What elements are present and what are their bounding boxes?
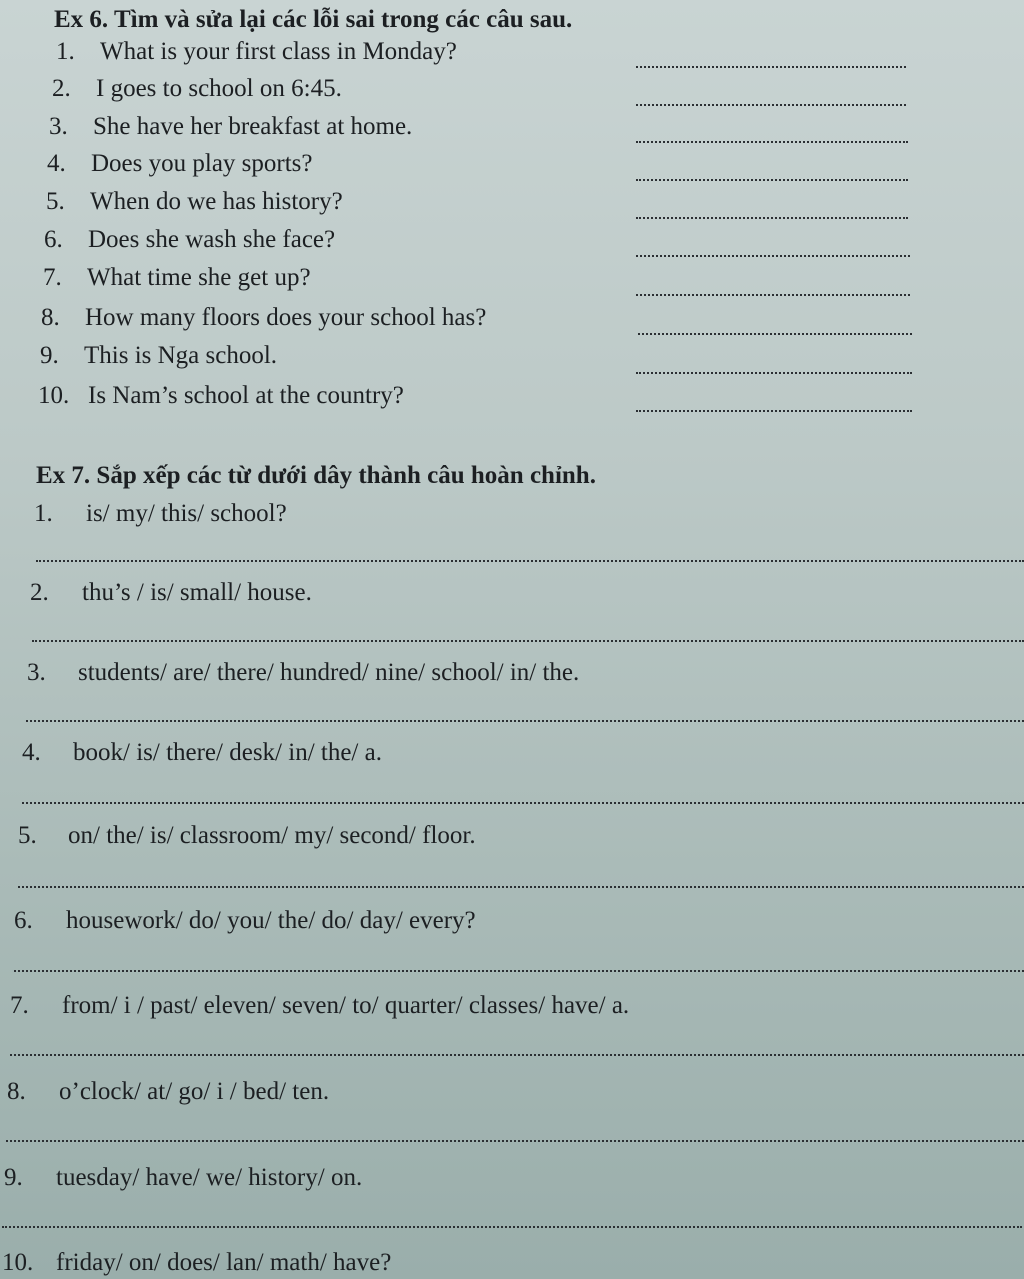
ex7-question [2, 1249, 391, 1277]
ex7-question [7, 1078, 329, 1106]
question-number: 5. [18, 822, 37, 849]
ex7-answer-line[interactable] [6, 1140, 1024, 1142]
question-number: 1. [56, 38, 75, 65]
question-text: students/ are/ there/ hundred/ nine/ school/ in/ the. [78, 659, 580, 686]
ex6-question [43, 264, 311, 292]
ex6-question [40, 342, 277, 370]
ex7-answer-line[interactable] [18, 886, 1024, 888]
question-text: What time she get up? [87, 264, 311, 291]
question-number: 1. [34, 500, 53, 527]
ex6-question [52, 75, 342, 103]
question-number: 4. [47, 150, 66, 177]
question-text: Does she wash she face? [88, 226, 336, 253]
question-number: 3. [27, 659, 46, 686]
ex7-answer-line[interactable] [10, 1054, 1024, 1056]
question-number: 6. [44, 226, 63, 253]
ex6-answer-blank[interactable] [636, 372, 912, 374]
ex6-question [47, 150, 313, 178]
question-text: thu’s / is/ small/ house. [82, 579, 312, 606]
question-number: 10. [38, 382, 70, 409]
ex7-answer-line[interactable] [2, 1226, 1022, 1228]
question-text: How many floors does your school has? [85, 304, 487, 331]
ex7-question [27, 659, 579, 687]
ex6-answer-blank[interactable] [636, 410, 912, 412]
question-text: book/ is/ there/ desk/ in/ the/ a. [73, 739, 382, 766]
question-number: 7. [43, 264, 62, 291]
question-text: housework/ do/ you/ the/ do/ day/ every? [66, 907, 476, 934]
ex7-question [22, 739, 382, 767]
ex7-question [4, 1164, 362, 1192]
question-number: 3. [49, 113, 68, 140]
question-text: tuesday/ have/ we/ history/ on. [56, 1164, 363, 1191]
ex7-question [10, 992, 629, 1020]
question-text: I goes to school on 6:45. [96, 75, 342, 102]
question-number: 6. [14, 907, 33, 934]
question-text: o’clock/ at/ go/ i / bed/ ten. [59, 1078, 330, 1105]
ex7-question [18, 822, 476, 850]
question-number: 5. [46, 188, 65, 215]
question-number: 8. [41, 304, 60, 331]
ex6-answer-blank[interactable] [636, 141, 908, 143]
question-text: Is Nam’s school at the country? [88, 382, 404, 409]
ex7-answer-line[interactable] [22, 802, 1024, 804]
ex7-answer-line[interactable] [26, 720, 1024, 722]
ex7-question [30, 579, 312, 607]
ex6-question [38, 382, 404, 410]
question-text: What is your first class in Monday? [100, 38, 457, 65]
question-text: from/ i / past/ eleven/ seven/ to/ quarter/ classes/ have/ a. [62, 992, 630, 1019]
ex7-question [14, 907, 476, 935]
question-text: Does you play sports? [91, 150, 313, 177]
ex7-question [34, 500, 287, 528]
ex6-answer-blank[interactable] [636, 179, 908, 181]
question-number: 8. [7, 1078, 26, 1105]
ex6-answer-blank[interactable] [636, 104, 906, 106]
ex6-question [46, 188, 343, 216]
ex6-title: Ex 6. Tìm và sửa lại các lỗi sai trong các câu sau. [54, 6, 573, 33]
question-number: 2. [52, 75, 71, 102]
ex7-answer-line[interactable] [36, 560, 1024, 562]
question-number: 7. [10, 992, 29, 1019]
question-text: is/ my/ this/ school? [86, 500, 287, 527]
ex6-question [41, 304, 486, 332]
question-text: This is Nga school. [84, 342, 278, 369]
ex6-answer-blank[interactable] [636, 255, 910, 257]
ex6-answer-blank[interactable] [636, 217, 908, 219]
ex6-question [56, 38, 457, 66]
question-number: 10. [2, 1249, 34, 1276]
ex6-question [44, 226, 335, 254]
question-number: 9. [40, 342, 59, 369]
question-text: on/ the/ is/ classroom/ my/ second/ floor. [68, 822, 476, 849]
question-number: 2. [30, 579, 49, 606]
question-number: 4. [22, 739, 41, 766]
ex6-answer-blank[interactable] [638, 333, 912, 335]
question-text: She have her breakfast at home. [93, 113, 413, 140]
ex7-title: Ex 7. Sắp xếp các từ dưới dây thành câu hoàn chỉnh. [36, 462, 596, 489]
ex7-answer-line[interactable] [32, 640, 1024, 642]
ex6-answer-blank[interactable] [636, 66, 906, 68]
ex6-question [49, 113, 412, 141]
ex7-answer-line[interactable] [14, 970, 1024, 972]
question-number: 9. [4, 1164, 23, 1191]
ex6-answer-blank[interactable] [636, 294, 910, 296]
question-text: friday/ on/ does/ lan/ math/ have? [56, 1249, 392, 1276]
question-text: When do we has history? [90, 188, 343, 215]
